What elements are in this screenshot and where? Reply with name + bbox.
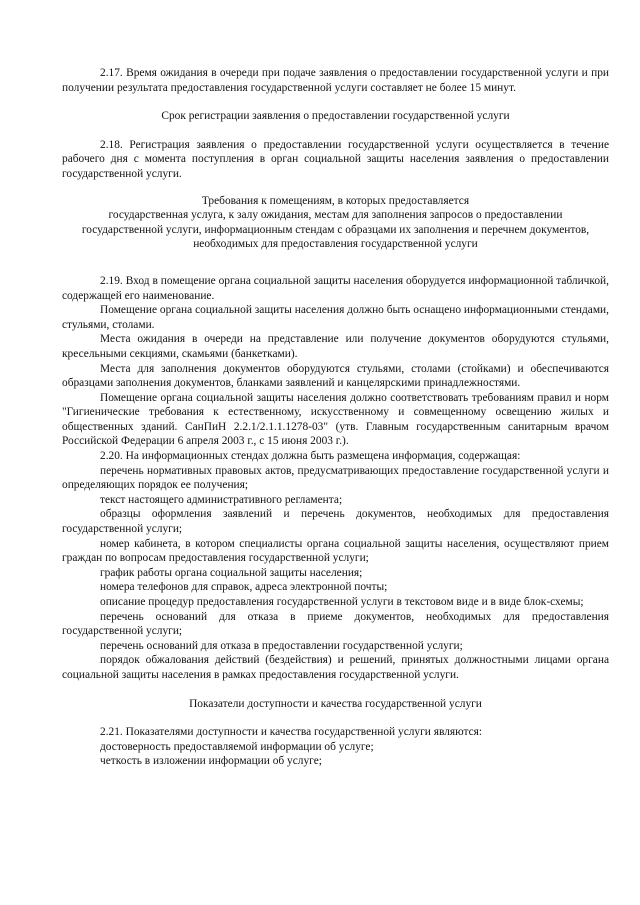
- paragraph-2-21: 2.21. Показателями доступности и качества государственной услуги являются:: [100, 726, 483, 739]
- paragraph-2-19-forms: Места для заполнения документов оборудуются стульями, столами (стойками) и обеспечиваются образцами заполнения документов, бланками заявлений и канцелярскими принадлежностями.: [62, 362, 609, 390]
- paragraph-2-19: 2.19. Вход в помещение органа социальной защиты населения оборудуется информационной табличкой, содержащей его наименование.: [62, 274, 609, 302]
- paragraph-2-19-sanpin: Помещение органа социальной защиты населения должно соответствовать требованиям правил и норм "Гигиенические требования к естественному, искусственному и совмещенному освещению жилых и общественных зданий. СанПиН 2.2.1/2.1.1.1278-03" (утв. Главным государственным санитарным врачом Российской Федерации 6 апреля 2003 г., с 15 июня 2003 г.).: [62, 391, 609, 448]
- heading-premises-line-1: Требования к помещениям, в которых предоставляется: [201, 194, 470, 207]
- paragraph-2-17: 2.17. Время ожидания в очереди при подаче заявления о предоставлении государственной услуги и при получении результата предоставления государственной услуги составляет не более 15 минут.: [62, 67, 609, 94]
- list-item: перечень оснований для отказа в приеме документов, необходимых для предоставления государственной услуги;: [62, 610, 609, 638]
- document-page: [62, 66, 609, 769]
- heading-premises-requirements: [62, 194, 609, 252]
- list-2-20: [62, 464, 609, 683]
- list-item: описание процедур предоставления государственной услуги в текстовом виде и в виде блок-схемы;: [100, 596, 584, 608]
- list-item: достоверность предоставляемой информации об услуге;: [100, 740, 374, 753]
- list-item: номер кабинета, в котором специалисты органа социальной защиты населения, осуществляют прием граждан по вопросам предоставления государственной услуги;: [62, 537, 609, 565]
- list-item: номера телефонов для справок, адреса электронной почты;: [100, 581, 388, 594]
- list-item: перечень оснований для отказа в предоставлении государственной услуги;: [100, 639, 463, 652]
- list-item: график работы органа социальной защиты населения;: [100, 566, 363, 579]
- paragraph-2-18: 2.18. Регистрация заявления о предоставлении государственной услуги осуществляется в течение рабочего дня с момента поступления в орган социальной защиты населения заявления о предоставлении государственной услуги.: [62, 138, 609, 180]
- list-item: порядок обжалования действий (бездействия) и решений, принятых должностными лицами органа социальной защиты населения в рамках предоставления государственной услуги.: [62, 654, 609, 681]
- heading-indicators: Показатели доступности и качества государственной услуги: [189, 697, 482, 710]
- list-item: образцы оформления заявлений и перечень документов, необходимых для предоставления государственной услуги;: [62, 508, 609, 536]
- list-item: четкость в изложении информации об услуге;: [100, 755, 322, 768]
- paragraph-2-19-equipment: Помещение органа социальной защиты населения должно быть оснащено информационными стендами, стульями, столами.: [62, 304, 609, 331]
- list-item: перечень нормативных правовых актов, предусматривающих предоставление государственной услуги и определяющих порядок ее получения;: [62, 464, 609, 492]
- list-item: текст настоящего административного регламента;: [100, 493, 343, 506]
- paragraph-2-20: 2.20. На информационных стендах должна быть размещена информация, содержащая:: [100, 450, 521, 463]
- paragraph-2-19-waiting: Места ожидания в очереди на представление или получение документов оборудуются стульями, кресельными секциями, скамьями (банкетками).: [62, 333, 609, 360]
- heading-registration-term: Срок регистрации заявления о предоставлении государственной услуги: [161, 110, 510, 123]
- list-2-21: [62, 740, 609, 769]
- heading-premises-line-2: государственная услуга, к залу ожидания, местам для заполнения запросов о предоставлении государственной услуги, информационным стендам с образцами их заполнения и перечнем документов, необходимых для предоставления государственной услуги: [81, 209, 590, 251]
